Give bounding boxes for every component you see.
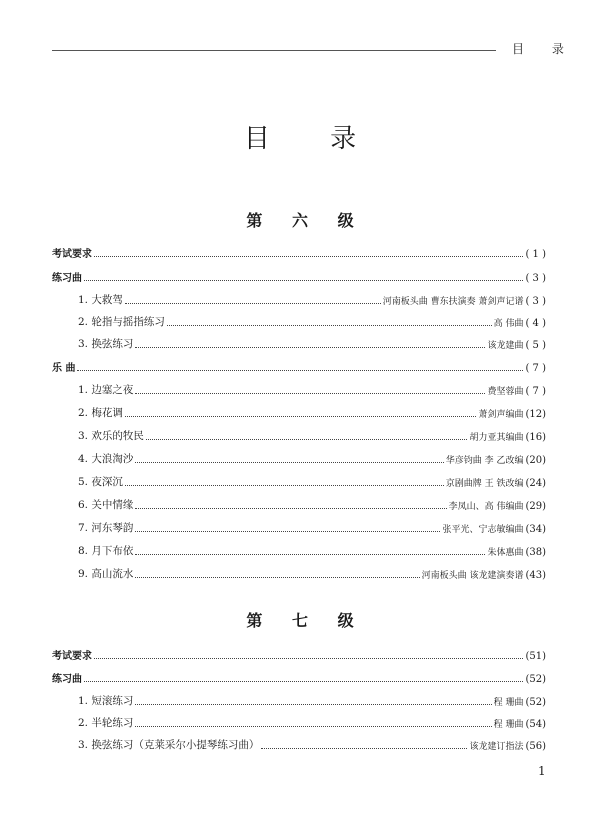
toc-section-row[interactable] bbox=[52, 244, 546, 260]
toc-entry-credit: 李凤山、高 伟编曲 bbox=[448, 502, 524, 512]
toc-entry-credit: 朱体惠曲 bbox=[487, 548, 524, 558]
toc-entry-title: 7. 河东琴韵 bbox=[78, 522, 134, 534]
leader-dots bbox=[125, 303, 381, 304]
toc-entry-credit: 河南板头曲 该龙建演奏谱 bbox=[421, 571, 524, 581]
toc-entry-title: 3. 欢乐的牧民 bbox=[78, 430, 144, 442]
leader-dots bbox=[135, 577, 419, 578]
toc-page-number: ( 5 ) bbox=[525, 340, 546, 351]
toc-item-row[interactable] bbox=[78, 291, 546, 307]
toc-page-number: (20) bbox=[525, 455, 546, 466]
leader-dots bbox=[84, 280, 523, 281]
toc-entry-title: 3. 换弦练习（克莱采尔小提琴练习曲） bbox=[78, 739, 260, 751]
toc-page-number: (16) bbox=[525, 432, 546, 443]
toc-item-row[interactable] bbox=[78, 335, 546, 351]
toc-entry-title: 9. 高山流水 bbox=[78, 568, 134, 580]
toc-item-row[interactable] bbox=[78, 381, 546, 397]
toc-section-row[interactable] bbox=[52, 358, 546, 374]
toc-entry-title: 3. 换弦练习 bbox=[78, 338, 134, 350]
toc-page-number: (24) bbox=[525, 478, 546, 489]
toc-entry-title: 1. 短滚练习 bbox=[78, 695, 134, 707]
toc-entry-title: 练习曲 bbox=[52, 674, 82, 685]
toc-entry-title: 6. 关中情缘 bbox=[78, 499, 134, 511]
toc-page-number: ( 4 ) bbox=[525, 318, 546, 329]
leader-dots bbox=[125, 416, 477, 417]
toc-entry-title: 2. 梅花调 bbox=[78, 407, 123, 419]
toc-page-number: ( 1 ) bbox=[525, 249, 546, 260]
toc-page-number: (34) bbox=[525, 524, 546, 535]
toc-item-row[interactable] bbox=[78, 565, 546, 581]
toc-page-number: (12) bbox=[525, 409, 546, 420]
toc-page-number: (43) bbox=[525, 570, 546, 581]
toc-item-row[interactable] bbox=[78, 404, 546, 420]
toc-entry-title: 2. 半轮练习 bbox=[78, 717, 134, 729]
toc-entry-credit: 费坚蓉曲 bbox=[487, 387, 524, 397]
toc-entry-credit: 高 伟曲 bbox=[493, 319, 524, 329]
leader-dots bbox=[135, 726, 491, 727]
toc-entry-credit: 程 珊曲 bbox=[493, 720, 524, 730]
toc-page-number: (38) bbox=[525, 547, 546, 558]
leader-dots bbox=[77, 370, 523, 371]
toc-entry-credit: 萧剑声编曲 bbox=[478, 410, 524, 420]
toc-entry-title: 2. 轮指与摇指练习 bbox=[78, 316, 165, 328]
leader-dots bbox=[135, 531, 440, 532]
toc-item-row[interactable] bbox=[78, 496, 546, 512]
toc-item-row[interactable] bbox=[78, 427, 546, 443]
toc-page-number: ( 3 ) bbox=[525, 296, 546, 307]
toc-entry-credit: 京剧曲牌 王 铁改编 bbox=[445, 479, 524, 489]
leader-dots bbox=[94, 658, 523, 659]
toc-item-row[interactable] bbox=[78, 473, 546, 489]
leader-dots bbox=[135, 508, 446, 509]
leader-dots bbox=[135, 347, 485, 348]
toc-entry-credit: 张平光、宁志敏编曲 bbox=[442, 525, 524, 535]
toc-entry-title: 乐 曲 bbox=[52, 363, 76, 374]
toc-item-row[interactable] bbox=[78, 313, 546, 329]
toc-item-row[interactable] bbox=[78, 692, 546, 708]
toc-page-number: (52) bbox=[525, 697, 546, 708]
leader-dots bbox=[135, 393, 485, 394]
toc-item-row[interactable] bbox=[78, 519, 546, 535]
toc-entry-title: 考试要求 bbox=[52, 651, 92, 662]
page-number: 1 bbox=[538, 764, 546, 778]
toc-page-number: (51) bbox=[525, 651, 546, 662]
toc-entry-title: 5. 夜深沉 bbox=[78, 476, 123, 488]
toc-entry-title: 1. 边塞之夜 bbox=[78, 384, 134, 396]
toc-section-row[interactable] bbox=[52, 646, 546, 662]
toc-entry-title: 4. 大浪淘沙 bbox=[78, 453, 134, 465]
leader-dots bbox=[261, 748, 467, 749]
leader-dots bbox=[125, 485, 444, 486]
leader-dots bbox=[135, 554, 485, 555]
toc-item-row[interactable] bbox=[78, 450, 546, 466]
running-header: 目 录 bbox=[512, 42, 576, 56]
toc-entry-credit: 程 珊曲 bbox=[493, 698, 524, 708]
leader-dots bbox=[84, 681, 523, 682]
toc-page-number: (52) bbox=[525, 674, 546, 685]
toc-page-number: (54) bbox=[525, 719, 546, 730]
toc-entry-credit: 胡力亚其编曲 bbox=[469, 433, 524, 443]
toc-item-row[interactable] bbox=[78, 714, 546, 730]
leader-dots bbox=[135, 704, 491, 705]
toc-page-number: (56) bbox=[525, 741, 546, 752]
page-title: 目 录 bbox=[243, 124, 383, 154]
toc-item-row[interactable] bbox=[78, 736, 546, 752]
toc-page-number: (29) bbox=[525, 501, 546, 512]
leader-dots bbox=[146, 439, 468, 440]
grade-7-heading: 第 七 级 bbox=[246, 611, 366, 630]
toc-entry-title: 1. 大救驾 bbox=[78, 294, 123, 306]
toc-page-number: ( 3 ) bbox=[525, 273, 546, 284]
leader-dots bbox=[167, 325, 492, 326]
toc-entry-credit: 该龙建曲 bbox=[487, 341, 524, 351]
toc-entry-title: 练习曲 bbox=[52, 273, 82, 284]
header-rule bbox=[52, 50, 496, 51]
leader-dots bbox=[135, 462, 443, 463]
toc-entry-credit: 该龙建订指法 bbox=[469, 742, 524, 752]
toc-item-row[interactable] bbox=[78, 542, 546, 558]
toc-entry-credit: 华彦钧曲 李 乙改编 bbox=[445, 456, 524, 466]
grade-6-heading: 第 六 级 bbox=[246, 211, 366, 230]
toc-entry-title: 8. 月下布依 bbox=[78, 545, 134, 557]
toc-page-number: ( 7 ) bbox=[525, 386, 546, 397]
toc-page-number: ( 7 ) bbox=[525, 363, 546, 374]
toc-entry-title: 考试要求 bbox=[52, 249, 92, 260]
toc-section-row[interactable] bbox=[52, 669, 546, 685]
leader-dots bbox=[94, 256, 523, 257]
toc-section-row[interactable] bbox=[52, 268, 546, 284]
toc-entry-credit: 河南板头曲 曹东扶演奏 萧剑声记谱 bbox=[382, 297, 524, 307]
